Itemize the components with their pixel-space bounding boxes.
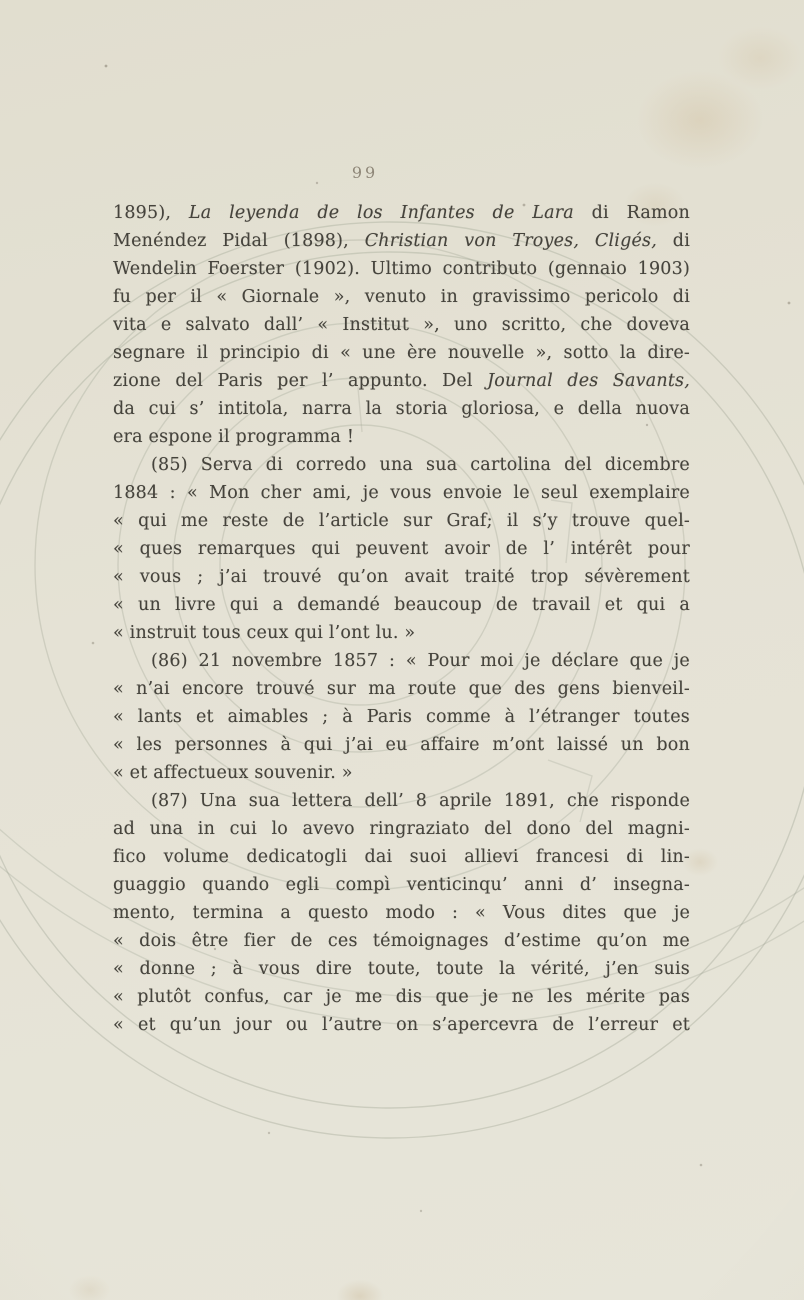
text-line: « qui me reste de l’article sur Graf; il s’y trouve quel- [113,511,690,531]
text-line: fu per il « Giornale », venuto in gravissimo pericolo di [113,287,690,307]
text-line: zione del Paris per l’ appunto. Del Journal des Savants, [113,371,690,391]
text-line: « dois être fier de ces témoignages d’estime qu’on me [113,931,690,951]
page-text [113,199,690,1039]
text-line: (87) Una sua lettera dell’ 8 aprile 1891, che risponde [151,791,690,811]
text-line: Wendelin Foerster (1902). Ultimo contributo (gennaio 1903) [113,259,690,279]
text-line: « donne ; à vous dire toute, toute la vérité, j’en suis [113,959,690,979]
text-line: fico volume dedicatogli dai suoi allievi francesi di lin- [113,847,690,867]
text-line: 1884 : « Mon cher ami, je vous envoie le seul exemplaire [113,483,690,503]
text-line: (85) Serva di corredo una sua cartolina del dicembre [151,455,690,475]
text-line: ad una in cui lo avevo ringraziato del dono del magni- [113,819,690,839]
text-line: « un livre qui a demandé beaucoup de travail et qui a [113,595,690,615]
text-line: (86) 21 novembre 1857 : « Pour moi je déclare que je [151,651,690,671]
text-line: Menéndez Pidal (1898), Christian von Troyes, Cligés, di [113,231,690,251]
text-line: mento, termina a questo modo : « Vous dites que je [113,903,690,923]
text-line: « ques remarques qui peuvent avoir de l’ intérêt pour [113,539,690,559]
text-line: vita e salvato dall’ « Institut », uno scritto, che doveva [113,315,690,335]
text-line: « n’ai encore trouvé sur ma route que des gens bienveil- [113,679,690,699]
text-line: era espone il programma ! [113,427,355,447]
page-number: 99 [351,163,379,182]
text-line: « et qu’un jour ou l’autre on s’apercevra de l’erreur et [113,1015,690,1035]
text-line: da cui s’ intitola, narra la storia gloriosa, e della nuova [113,399,690,419]
text-line: « les personnes à qui j’ai eu affaire m’ont laissé un bon [113,735,690,755]
text-line: « et affectueux souvenir. » [113,763,353,783]
text-line: guaggio quando egli compì venticinqu’ anni d’ insegna- [113,875,690,895]
text-line: « plutôt confus, car je me dis que je ne les mérite pas [113,987,690,1007]
text-line: « lants et aimables ; à Paris comme à l’étranger toutes [113,707,690,727]
text-line: 1895), La leyenda de los Infantes de Lara di Ramon [113,203,690,223]
text-line: segnare il principio di « une ère nouvelle », sotto la dire- [113,343,690,363]
text-line: « vous ; j’ai trouvé qu’on avait traité trop sévèrement [113,567,690,587]
text-line: « instruit tous ceux qui l’ont lu. » [113,623,416,643]
dust-specks [0,0,2,2]
